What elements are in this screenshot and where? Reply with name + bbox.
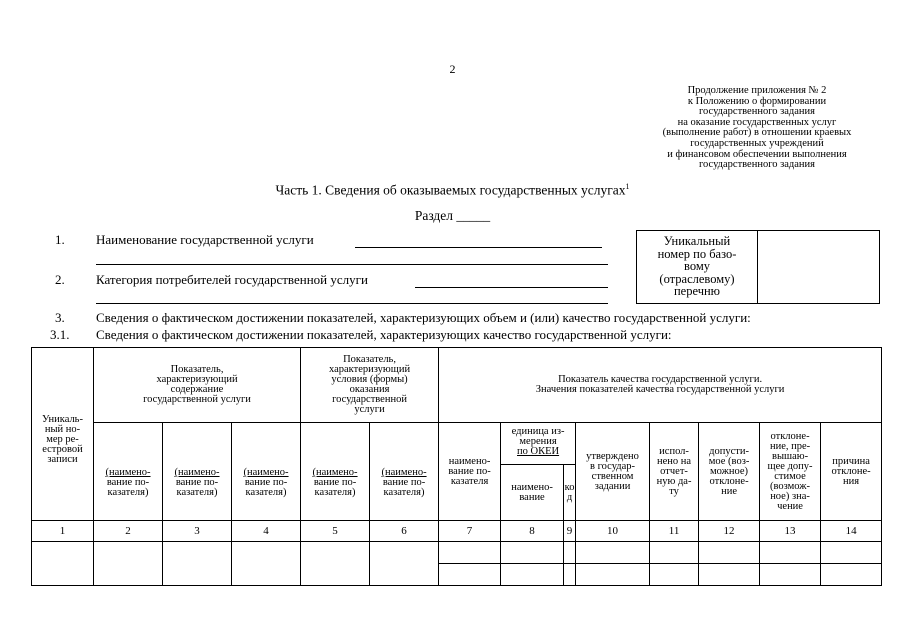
table-cell[interactable] [439,542,501,564]
column-number: 13 [760,521,821,542]
conditions-indicator-name-1: (наимено- вание по- казателя) [301,423,370,521]
table-cell[interactable] [564,542,576,564]
unit-name-header: наимено- вание [501,465,564,521]
appendix-line: Продолжение приложения № 2 [687,85,827,96]
table-cell[interactable] [650,542,699,564]
part-title-text: Часть 1. Сведения об оказываемых государственных услугах [275,182,626,198]
item-number: 3.1. [50,327,70,342]
column-number: 1 [32,521,94,542]
column-number: 6 [370,521,439,542]
approved-header: утверждено в государ- ственном задании [576,423,650,521]
quality-indicator-name: наимено- вание по- казателя [439,423,501,521]
appendix-line: на оказание государственных услуг [677,116,837,128]
item-quality-label: Сведения о фактическом достижении показателей, характеризующих качество государственной услуги: [96,327,672,342]
excess-deviation-header: отклоне- ние, пре- вышаю- щее допу- стимое (возмож- ное) зна- чение [760,423,821,521]
table-cell[interactable] [564,564,576,586]
column-number: 12 [699,521,760,542]
part-title [0,182,905,199]
consumer-category-field-continuation[interactable] [96,303,608,304]
consumer-category-field[interactable] [415,287,608,288]
appendix-line: государственных учреждений [690,137,824,149]
unique-number-box [636,230,880,304]
registry-number-header: Уникаль- ный но- мер ре- естровой записи [32,348,94,521]
table-cell[interactable] [821,542,882,564]
content-indicator-name-3: (наимено- вание по- казателя) [232,423,301,521]
appendix-line: и финансовом обеспечении выполнения [667,148,847,160]
column-number: 11 [650,521,699,542]
table-cell[interactable] [32,542,94,586]
column-number: 10 [576,521,650,542]
table-cell[interactable] [760,542,821,564]
unique-number-label: Уникальный номер по базо- вому (отраслевому) перечню [637,231,758,303]
appendix-line: к Положению о формировании [687,95,827,107]
quality-indicator-header: Показатель качества государственной услуги. Значения показателей качества государственной услуги [439,348,882,423]
item-number: 3. [55,310,65,325]
content-indicator-name-2: (наимено- вание по- казателя) [163,423,232,521]
column-number: 5 [301,521,370,542]
table-cell[interactable] [821,564,882,586]
service-name-field[interactable] [355,247,602,248]
column-number: 8 [501,521,564,542]
item-indicators-label: Сведения о фактическом достижении показателей, характеризующих объем и (или) качество государственной услуги: [96,310,751,325]
unit-code-header: ко д [564,465,576,521]
table-cell[interactable] [576,542,650,564]
appendix-line: государственного задания [698,159,815,171]
column-number: 4 [232,521,301,542]
quality-indicators-table [31,347,882,586]
unit-of-measure-header: единица из- мерения по ОКЕИ [501,423,576,465]
item-number: 1. [55,232,65,247]
table-cell[interactable] [650,564,699,586]
unique-number-field[interactable] [758,231,879,303]
table-cell[interactable] [760,564,821,586]
section-title: Раздел _____ [414,208,491,223]
table-cell[interactable] [301,542,370,586]
column-number: 7 [439,521,501,542]
appendix-note [640,86,874,171]
appendix-line: (выполнение работ) в отношении краевых [662,127,852,139]
table-cell[interactable] [576,564,650,586]
appendix-line: государственного задания [698,106,815,118]
footnote-mark: 1 [625,182,630,191]
executed-header: испол- нено на отчет- ную да- ту [650,423,699,521]
column-number: 9 [564,521,576,542]
item-number: 2. [55,272,65,287]
allowed-deviation-header: допусти- мое (воз- можное) отклоне- ние [699,423,760,521]
table-cell[interactable] [501,542,564,564]
column-number: 2 [94,521,163,542]
table-cell[interactable] [439,564,501,586]
table-cell[interactable] [699,564,760,586]
table-cell[interactable] [163,542,232,586]
service-name-field-continuation[interactable] [96,264,608,265]
table-row [32,542,882,564]
content-indicator-header: Показатель, характеризующий содержание государственной услуги [94,348,301,423]
conditions-indicator-header: Показатель, характеризующий условия (формы) оказания государственной услуги [301,348,439,423]
reason-header: причина отклоне- ния [821,423,882,521]
table-cell[interactable] [232,542,301,586]
page-number: 2 [449,62,456,76]
content-indicator-name-1: (наимено- вание по- казателя) [94,423,163,521]
table-cell[interactable] [699,542,760,564]
item-consumer-category-label: Категория потребителей государственной услуги [96,272,368,287]
conditions-indicator-name-2: (наимено- вание по- казателя) [370,423,439,521]
item-service-name-label: Наименование государственной услуги [96,232,314,247]
column-number: 3 [163,521,232,542]
table-cell[interactable] [370,542,439,586]
column-number: 14 [821,521,882,542]
table-cell[interactable] [501,564,564,586]
table-cell[interactable] [94,542,163,586]
